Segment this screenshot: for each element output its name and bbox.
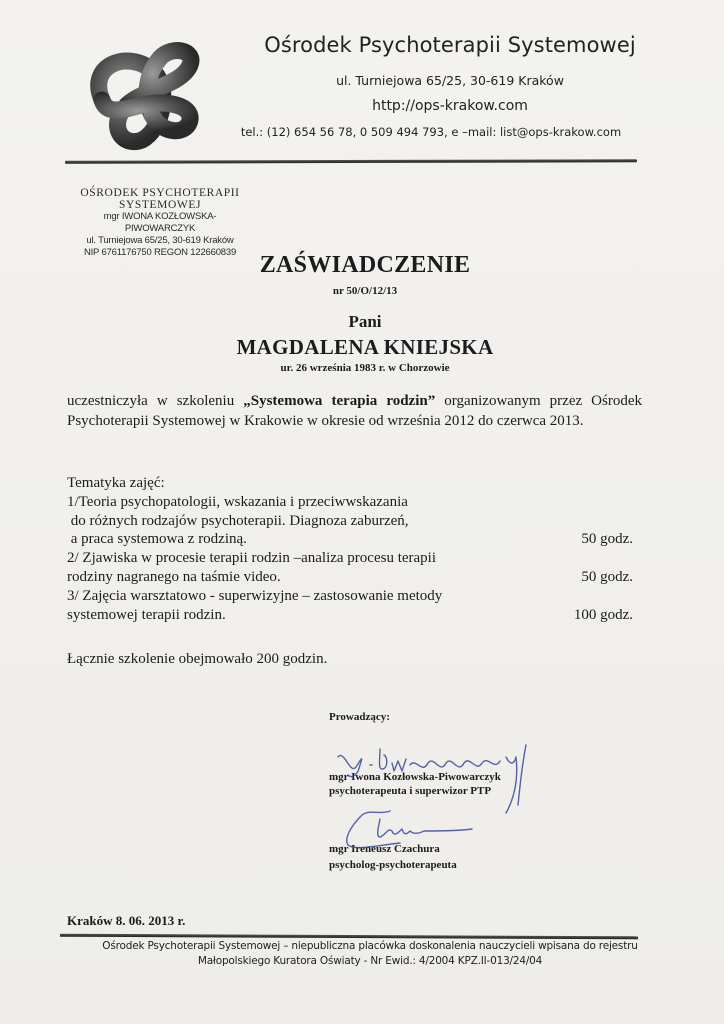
organization-stamp [70,187,250,259]
organization-website: http://ops-krakow.com [372,98,528,114]
topic-text: systemowej terapii rodzin. [67,606,226,623]
stamp-line: mgr IWONA KOZŁOWSKA-PIWOWARCZYK [103,211,217,234]
organization-address: ul. Turniejowa 65/25, 30-619 Kraków [336,73,564,88]
organization-contact: tel.: (12) 654 56 78, 0 509 494 793, e –mail: list@ops-krakow.com [240,125,622,139]
organization-name: Ośrodek Psychoterapii Systemowej [264,33,636,57]
stamp-line: SYSTEMOWEJ [118,199,202,211]
stamp-line: OŚRODEK PSYCHOTERAPII [80,187,240,199]
topic-line [67,493,633,512]
trefoil-knot-logo-icon [82,40,208,156]
topic-line [67,512,633,531]
topic-line [67,587,633,606]
signers-label: Prowadzący: [329,711,390,723]
footer-registration-text: Ośrodek Psychoterapii Systemowej – niepubliczna placówka doskonalenia nauczycieli wpisana do rejestru [102,940,638,952]
footer-registration-number: Małopolskiego Kuratora Oświaty - Nr Ewid.: 4/2004 KPZ.II-013/24/04 [197,955,543,967]
salutation: Pani [348,312,382,331]
total-hours: Łącznie szkolenie obejmowało 200 godzin. [67,651,328,667]
signer1-role: psychoterapeuta i superwizor PTP [329,785,492,797]
certificate-title: ZAŚWIADCZENIE [259,252,471,278]
signature-2-icon [340,805,480,855]
intro-text: uczestniczyła w szkoleniu [67,393,244,409]
topic-text: 2/ Zjawiska w procesie terapii rodzin –analiza procesu terapii [67,550,437,567]
topic-text: a praca systemowa z rodziną. [67,531,247,548]
topics-section [67,474,633,624]
certificate-number: nr 50/O/12/13 [332,285,398,297]
topic-text: do różnych rodzajów psychoterapii. Diagnoza zaburzeń, [67,512,409,529]
topic-hours: 50 godz. [581,531,633,548]
topic-hours: 50 godz. [581,568,633,585]
signature-1-icon [330,735,550,815]
stamp-line: NIP 6761176750 REGON 122660839 [83,247,237,258]
topic-text: 1/Teoria psychopatologii, wskazania i przeciwwskazania [67,493,408,510]
certificate-body [67,391,642,431]
topic-line [67,530,633,549]
topic-line [67,568,633,587]
topic-line [67,606,633,625]
recipient-birth-info: ur. 26 września 1983 r. w Chorzowie [280,362,450,374]
topic-hours: 100 godz. [573,606,633,623]
topic-line [67,549,633,568]
signer1-name: mgr Iwona Kozłowska-Piwowarczyk [329,771,501,783]
stamp-line: ul. Turniejowa 65/25, 30-619 Kraków [86,235,234,246]
topic-text: 3/ Zajęcia warsztatowo - superwizyjne – zastosowanie metody [67,587,443,604]
topic-text: rodziny nagranego na taśmie video. [67,568,281,585]
course-name: „Systemowa terapia rodzin” [243,393,436,409]
footer-divider [60,934,638,940]
signer2-role: psycholog-psychoterapeuta [329,859,457,871]
recipient-name: MAGDALENA KNIEJSKA [236,335,494,359]
header-divider [65,159,637,163]
place-and-date: Kraków 8. 06. 2013 r. [67,913,186,928]
intro-text-continued: organizowanym przez Ośrodek Psychoterapii Systemowej w Krakowie w okresie od września 2012 do czerwca 2013. [67,393,643,429]
signer2-name: mgr Ireneusz Czachura [329,843,440,855]
topics-heading: Tematyka zajęć: [67,475,165,491]
